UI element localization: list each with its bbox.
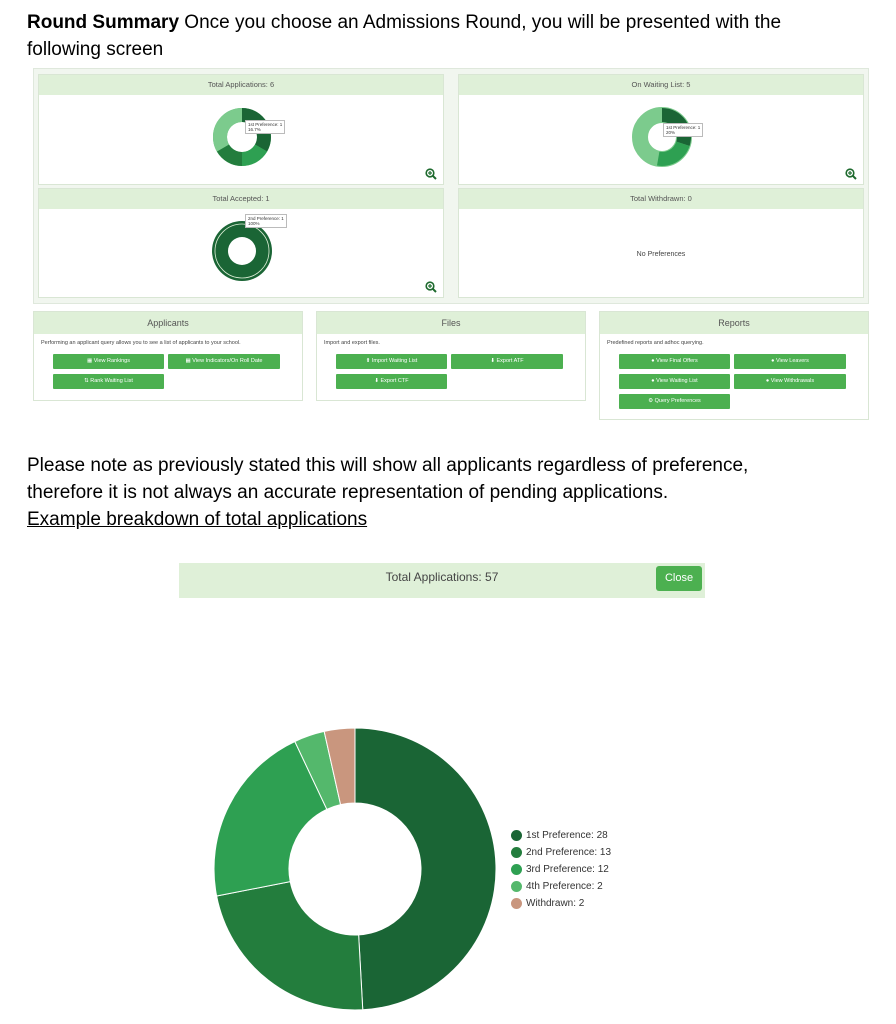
view-rankings-button[interactable]: ▦ View Rankings [53,354,164,369]
export-atf-button[interactable]: ⬇ Export ATF [451,354,563,369]
chart-tooltip [245,120,285,134]
legend-label: 2nd Preference: 13 [526,847,612,858]
applications-donut-chart [200,712,510,1024]
tooltip-line2: 20% [666,130,676,135]
example-breakdown-link[interactable]: Example breakdown of total applications [27,509,368,530]
legend-swatch [511,830,522,841]
legend-item[interactable] [510,827,611,844]
panel-description: Import and export files. [324,340,380,346]
no-preferences-text: No Preferences [636,251,686,258]
files-panel [316,311,586,401]
panel-title: Reports [600,312,868,334]
card-title: Total Accepted: 1 [39,189,443,209]
legend-label: Withdrawn: 2 [526,898,585,909]
zoom-in-icon[interactable] [845,168,857,180]
legend-item[interactable] [510,844,611,861]
intro-line2: following screen [27,39,164,60]
tooltip-line2: 16.7% [248,127,261,132]
legend-label: 1st Preference: 28 [526,830,608,841]
intro-text [27,9,781,36]
applicants-panel [33,311,303,401]
panel-description: Predefined reports and adhoc querying. [607,340,704,346]
mini-slice-4 [213,108,242,152]
intro-bold: Round Summary [27,12,180,33]
close-button[interactable]: Close [656,566,702,591]
legend-swatch [511,864,522,875]
chart-tooltip [245,214,287,228]
import-waiting-list-button[interactable]: ⬆ Import Waiting List [336,354,447,369]
donut-slice-1[interactable] [355,728,496,1010]
mini-ring-hole [228,237,256,265]
view-final-offers-button[interactable]: ● View Final Offers [619,354,730,369]
tooltip-line1: 1st Preference: 1 [248,122,283,127]
legend-label: 4th Preference: 2 [526,881,603,892]
tooltip-line1: 2nd Preference: 1 [248,216,284,221]
chart-legend [510,827,611,912]
legend-swatch [511,881,522,892]
mini-donut-applications [39,95,445,185]
panel-description: Performing an applicant query allows you to see a list of applicants to your school. [41,340,241,346]
view-leavers-button[interactable]: ● View Leavers [734,354,846,369]
donut-slice-2[interactable] [217,882,363,1010]
query-preferences-button[interactable]: ⚙ Query Preferences [619,394,730,409]
note-line1: Please note as previously stated this will show all applicants regardless of preference, [27,455,749,476]
card-waiting-list [458,74,864,185]
chart-tooltip [663,123,703,137]
modal-title: Total Applications: 57 [385,570,499,584]
card-title: On Waiting List: 5 [459,75,863,95]
legend-item[interactable] [510,895,611,912]
mini-donut-waiting [459,95,865,185]
reports-panel [599,311,869,420]
panel-title: Applicants [34,312,302,334]
view-indicators-button[interactable]: ▦ View Indicators/On Roll Date [168,354,280,369]
legend-label: 3rd Preference: 12 [526,864,609,875]
zoom-in-icon[interactable] [425,168,437,180]
zoom-in-icon[interactable] [425,281,437,293]
legend-swatch [511,898,522,909]
card-total-accepted [38,188,444,298]
intro-line1: Once you choose an Admissions Round, you will be presented with the [179,12,782,33]
card-total-withdrawn [458,188,864,298]
modal-header [179,563,705,598]
panel-title: Files [317,312,585,334]
legend-swatch [511,847,522,858]
legend-item[interactable] [510,878,611,895]
rank-waiting-list-button[interactable]: ⇅ Rank Waiting List [53,374,164,389]
round-summary-screenshot [33,68,869,420]
mini-slice-2 [657,142,690,166]
card-total-applications [38,74,444,185]
card-title: Total Withdrawn: 0 [459,189,863,209]
tooltip-line1: 1st Preference: 1 [666,125,701,130]
view-withdrawals-button[interactable]: ● View Withdrawals [734,374,846,389]
export-ctf-button[interactable]: ⬇ Export CTF [336,374,447,389]
mini-donut-accepted [39,209,445,299]
view-waiting-list-button[interactable]: ● View Waiting List [619,374,730,389]
legend-item[interactable] [510,861,611,878]
tooltip-line2: 100% [248,221,260,226]
note-line2: therefore it is not always an accurate representation of pending applications. [27,482,669,503]
card-title: Total Applications: 6 [39,75,443,95]
